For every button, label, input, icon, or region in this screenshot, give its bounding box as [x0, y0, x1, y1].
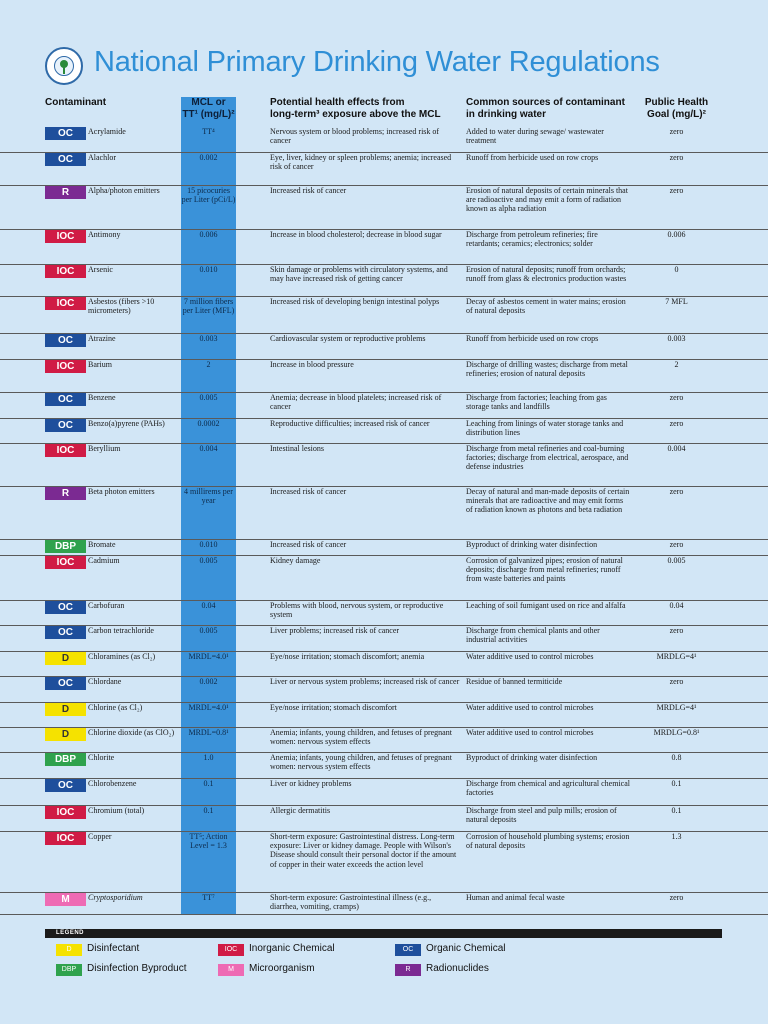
contaminant-name: Arsenic: [88, 265, 113, 274]
contaminant-source: Runoff from herbicide used on row crops: [466, 334, 599, 343]
page-header: [0, 0, 768, 92]
type-badge: IOC: [45, 556, 86, 569]
contaminant-name: Atrazine: [88, 334, 116, 343]
health-effects: Liver or nervous system problems; increased risk of cancer: [270, 677, 460, 686]
public-health-goal: zero: [669, 153, 684, 162]
contaminant-source: Discharge from chemical plants and other industrial activities: [466, 626, 600, 645]
health-effects: Skin damage or problems with circulatory systems, and may have increased risk of getting cancer: [270, 265, 448, 284]
legend-swatch: IOC: [218, 944, 244, 956]
mcl-value: 15 picocuries per Liter (pCi/L): [181, 186, 236, 205]
type-badge: IOC: [45, 297, 86, 310]
public-health-goal: zero: [669, 186, 684, 195]
table-row: [0, 265, 768, 297]
mcl-value: 0.006: [199, 230, 218, 239]
table-row: [0, 297, 768, 334]
type-badge: OC: [45, 779, 86, 792]
contaminant-name: Acrylamide: [88, 127, 126, 136]
legend-swatch: R: [395, 964, 421, 976]
mcl-value: TT⁵; Action Level = 1.3: [189, 832, 228, 851]
legend-label: Organic Chemical: [426, 943, 506, 954]
epa-seal-logo: [45, 47, 83, 85]
mcl-value: 0.002: [199, 677, 218, 686]
page-title: National Primary Drinking Water Regulations: [94, 46, 660, 78]
contaminant-source: Water additive used to control microbes: [466, 652, 594, 661]
health-effects: Nervous system or blood problems; increased risk of cancer: [270, 127, 440, 146]
public-health-goal: 0.8: [671, 753, 682, 762]
table-row: [0, 806, 768, 832]
header-sources: Common sources of contaminant in drinking water: [466, 97, 625, 120]
legend-swatch: OC: [395, 944, 421, 956]
table-row: [0, 832, 768, 893]
contaminant-name: Chlordane: [88, 677, 122, 686]
table-row: [0, 753, 768, 779]
type-badge: DBP: [45, 540, 86, 553]
mcl-value: 0.1: [203, 779, 214, 788]
legend-swatch: D: [56, 944, 82, 956]
contaminant-source: Leaching of soil fumigant used on rice and alfalfa: [466, 601, 626, 610]
public-health-goal: zero: [669, 626, 684, 635]
contaminant-source: Discharge from petroleum refineries; fire retardants; ceramics; electronics; solder: [466, 230, 598, 249]
type-badge: OC: [45, 419, 86, 432]
table-row: [0, 601, 768, 626]
public-health-goal: 0.004: [667, 444, 686, 453]
public-health-goal: zero: [669, 540, 684, 549]
type-badge: IOC: [45, 360, 86, 373]
type-badge: R: [45, 186, 86, 199]
header-goal: Public Health Goal (mg/L)²: [644, 97, 709, 120]
mcl-value: 0.010: [199, 540, 218, 549]
legend-bar: [45, 929, 722, 938]
public-health-goal: 0: [674, 265, 679, 274]
mcl-value: 0.002: [199, 153, 218, 162]
contaminant-source: Discharge from factories; leaching from gas storage tanks and landfills: [466, 393, 607, 412]
table-row: [0, 540, 768, 556]
contaminant-source: Runoff from herbicide used on row crops: [466, 153, 599, 162]
legend-label: Microorganism: [249, 963, 315, 974]
health-effects: Intestinal lesions: [270, 444, 324, 453]
type-badge: M: [45, 893, 86, 906]
legend-title: LEGEND: [56, 930, 85, 936]
health-effects: Increased risk of developing benign intestinal polyps: [270, 297, 440, 306]
table-row: [0, 444, 768, 487]
mcl-value: 0.003: [199, 334, 218, 343]
type-badge: IOC: [45, 832, 86, 845]
mcl-value: 4 millirems per year: [184, 487, 233, 506]
mcl-value: 0.005: [199, 393, 218, 402]
contaminant-name: Bromate: [88, 540, 116, 549]
contaminant-source: Discharge from metal refineries and coal-burning factories; discharge from electrical, aerospace, and defense industries: [466, 444, 629, 472]
type-badge: DBP: [45, 753, 86, 766]
mcl-value: 2: [206, 360, 211, 369]
health-effects: Increased risk of cancer: [270, 487, 347, 496]
public-health-goal: zero: [669, 487, 684, 496]
table-row: [0, 334, 768, 360]
type-badge: IOC: [45, 265, 86, 278]
table-row: [0, 186, 768, 230]
type-badge: IOC: [45, 230, 86, 243]
contaminant-source: Water additive used to control microbes: [466, 728, 594, 737]
type-badge: OC: [45, 153, 86, 166]
legend-label: Radionuclides: [426, 963, 489, 974]
contaminant-name: Benzene: [88, 393, 116, 402]
table-row: [0, 779, 768, 806]
mcl-value: 0.005: [199, 556, 218, 565]
type-badge: OC: [45, 393, 86, 406]
health-effects: Increase in blood pressure: [270, 360, 354, 369]
mcl-value: MRDL=0.8¹: [188, 728, 229, 737]
public-health-goal: 0.003: [667, 334, 686, 343]
public-health-goal: 0.1: [671, 806, 682, 815]
contaminant-name: Benzo(a)pyrene (PAHs): [88, 419, 165, 428]
mcl-value: TT⁷: [202, 893, 215, 902]
public-health-goal: 0.04: [669, 601, 684, 610]
table-row: [0, 153, 768, 186]
public-health-goal: 0.005: [667, 556, 686, 565]
health-effects: Kidney damage: [270, 556, 321, 565]
health-effects: Problems with blood, nervous system, or reproductive system: [270, 601, 444, 620]
contaminant-name: Beryllium: [88, 444, 121, 453]
table-row: [0, 677, 768, 703]
mcl-value: 0.004: [199, 444, 218, 453]
public-health-goal: zero: [669, 419, 684, 428]
header-contaminant: Contaminant: [45, 97, 107, 108]
contaminant-source: Leaching from linings of water storage tanks and distribution lines: [466, 419, 624, 438]
table-row: [0, 893, 768, 915]
type-badge: IOC: [45, 444, 86, 457]
type-badge: OC: [45, 127, 86, 140]
contaminant-name: Antimony: [88, 230, 121, 239]
type-badge: OC: [45, 601, 86, 614]
table-row: [0, 626, 768, 652]
health-effects: Anemia; infants, young children, and fetuses of pregnant women: nervous system effects: [270, 753, 452, 772]
mcl-value: 0.0002: [197, 419, 220, 428]
contaminant-name: Cadmium: [88, 556, 120, 565]
contaminant-source: Byproduct of drinking water disinfection: [466, 540, 598, 549]
contaminant-name: Chlorobenzene: [88, 779, 137, 788]
contaminant-source: Human and animal fecal waste: [466, 893, 565, 902]
health-effects: Short-term exposure: Gastrointestinal distress. Long-term exposure: Liver or kidney damage. People with Wilson's Disease should consult their personal doctor if the amount of copper in their water exceeds the action level: [270, 832, 457, 869]
contaminant-name: Chloramines (as Cl₂): [88, 652, 156, 661]
legend-label: Disinfection Byproduct: [87, 963, 187, 974]
contaminant-source: Discharge from chemical and agricultural chemical factories: [466, 779, 630, 798]
contaminant-name: Carbon tetrachloride: [88, 626, 154, 635]
mcl-value: 0.010: [199, 265, 218, 274]
contaminant-source: Erosion of natural deposits of certain minerals that are radioactive and may emit a form of radiation known as alpha radiation: [466, 186, 628, 214]
contaminant-name: Copper: [88, 832, 112, 841]
public-health-goal: 1.3: [671, 832, 682, 841]
contaminant-source: Discharge from steel and pulp mills; erosion of natural deposits: [466, 806, 617, 825]
health-effects: Cardiovascular system or reproductive problems: [270, 334, 426, 343]
contaminant-source: Byproduct of drinking water disinfection: [466, 753, 598, 762]
public-health-goal: MRDLG=4¹: [656, 652, 697, 661]
contaminant-name: Barium: [88, 360, 112, 369]
type-badge: IOC: [45, 806, 86, 819]
contaminant-name: Cryptosporidium: [88, 893, 143, 902]
header-mcl: MCL or TT¹ (mg/L)²: [182, 97, 235, 120]
table-row: [0, 703, 768, 728]
legend-swatch: M: [218, 964, 244, 976]
table-row: [0, 230, 768, 265]
health-effects: Liver or kidney problems: [270, 779, 352, 788]
public-health-goal: MRDLG=4¹: [656, 703, 697, 712]
contaminant-source: Erosion of natural deposits; runoff from orchards; runoff from glass & electronics production wastes: [466, 265, 627, 284]
header-health-effects: Potential health effects from long-term³ exposure above the MCL: [270, 97, 441, 120]
contaminant-name: Chlorite: [88, 753, 115, 762]
type-badge: R: [45, 487, 86, 500]
contaminant-source: Discharge of drilling wastes; discharge from metal refineries; erosion of natural deposits: [466, 360, 628, 379]
contaminant-source: Residue of banned termiticide: [466, 677, 563, 686]
table-row: [0, 127, 768, 153]
health-effects: Eye/nose irritation; stomach discomfort: [270, 703, 397, 712]
mcl-value: 0.1: [203, 806, 214, 815]
legend-swatch: DBP: [56, 964, 82, 976]
public-health-goal: zero: [669, 893, 684, 902]
health-effects: Eye/nose irritation; stomach discomfort; anemia: [270, 652, 425, 661]
health-effects: Reproductive difficulties; increased risk of cancer: [270, 419, 430, 428]
health-effects: Increase in blood cholesterol; decrease in blood sugar: [270, 230, 442, 239]
health-effects: Eye, liver, kidney or spleen problems; anemia; increased risk of cancer: [270, 153, 452, 172]
type-badge: OC: [45, 626, 86, 639]
table-row: [0, 652, 768, 677]
health-effects: Liver problems; increased risk of cancer: [270, 626, 400, 635]
health-effects: Increased risk of cancer: [270, 540, 347, 549]
legend-label: Disinfectant: [87, 943, 140, 954]
health-effects: Anemia; infants, young children, and fetuses of pregnant women: nervous system effects: [270, 728, 452, 747]
contaminant-source: Added to water during sewage/ wastewater treatment: [466, 127, 604, 146]
table-row: [0, 360, 768, 393]
type-badge: OC: [45, 677, 86, 690]
contaminant-name: Alachlor: [88, 153, 116, 162]
contaminant-name: Chromium (total): [88, 806, 145, 815]
mcl-value: 1.0: [203, 753, 214, 762]
contaminant-source: Corrosion of household plumbing systems; erosion of natural deposits: [466, 832, 630, 851]
public-health-goal: 0.006: [667, 230, 686, 239]
contaminant-name: Carbofuran: [88, 601, 125, 610]
contaminant-name: Asbestos (fibers >10 micrometers): [88, 297, 155, 316]
table-row: [0, 419, 768, 444]
type-badge: OC: [45, 334, 86, 347]
mcl-value: TT⁴: [202, 127, 215, 136]
public-health-goal: 7 MFL: [665, 297, 688, 306]
health-effects: Increased risk of cancer: [270, 186, 347, 195]
type-badge: D: [45, 703, 86, 716]
public-health-goal: zero: [669, 677, 684, 686]
contaminant-name: Alpha/photon emitters: [88, 186, 160, 195]
public-health-goal: 2: [674, 360, 679, 369]
public-health-goal: zero: [669, 393, 684, 402]
legend-label: Inorganic Chemical: [249, 943, 335, 954]
mcl-value: MRDL=4.0¹: [188, 703, 229, 712]
contaminant-source: Corrosion of galvanized pipes; erosion of natural deposits; discharge from metal refineries; runoff from waste batteries and paints: [466, 556, 623, 584]
contaminant-source: Water additive used to control microbes: [466, 703, 594, 712]
mcl-value: MRDL=4.0¹: [188, 652, 229, 661]
public-health-goal: 0.1: [671, 779, 682, 788]
contaminant-source: Decay of asbestos cement in water mains; erosion of natural deposits: [466, 297, 626, 316]
contaminant-name: Beta photon emitters: [88, 487, 155, 496]
contaminant-name: Chlorine (as Cl₂): [88, 703, 143, 712]
health-effects: Short-term exposure: Gastrointestinal illness (e.g., diarrhea, vomiting, cramps): [270, 893, 432, 912]
table-row: [0, 728, 768, 753]
table-row: [0, 487, 768, 540]
health-effects: Anemia; decrease in blood platelets; increased risk of cancer: [270, 393, 442, 412]
type-badge: D: [45, 728, 86, 741]
type-badge: D: [45, 652, 86, 665]
public-health-goal: MRDLG=0.8¹: [653, 728, 700, 737]
table-row: [0, 393, 768, 419]
contaminant-name: Chlorine dioxide (as ClO₂): [88, 728, 175, 737]
table-row: [0, 556, 768, 601]
mcl-value: 0.04: [201, 601, 216, 610]
contaminant-source: Decay of natural and man-made deposits of certain minerals that are radioactive and may emit forms of radiation known as photons and beta radiation: [466, 487, 630, 515]
health-effects: Allergic dermatitis: [270, 806, 331, 815]
mcl-value: 7 million fibers per Liter (MFL): [182, 297, 235, 316]
mcl-value: 0.005: [199, 626, 218, 635]
public-health-goal: zero: [669, 127, 684, 136]
